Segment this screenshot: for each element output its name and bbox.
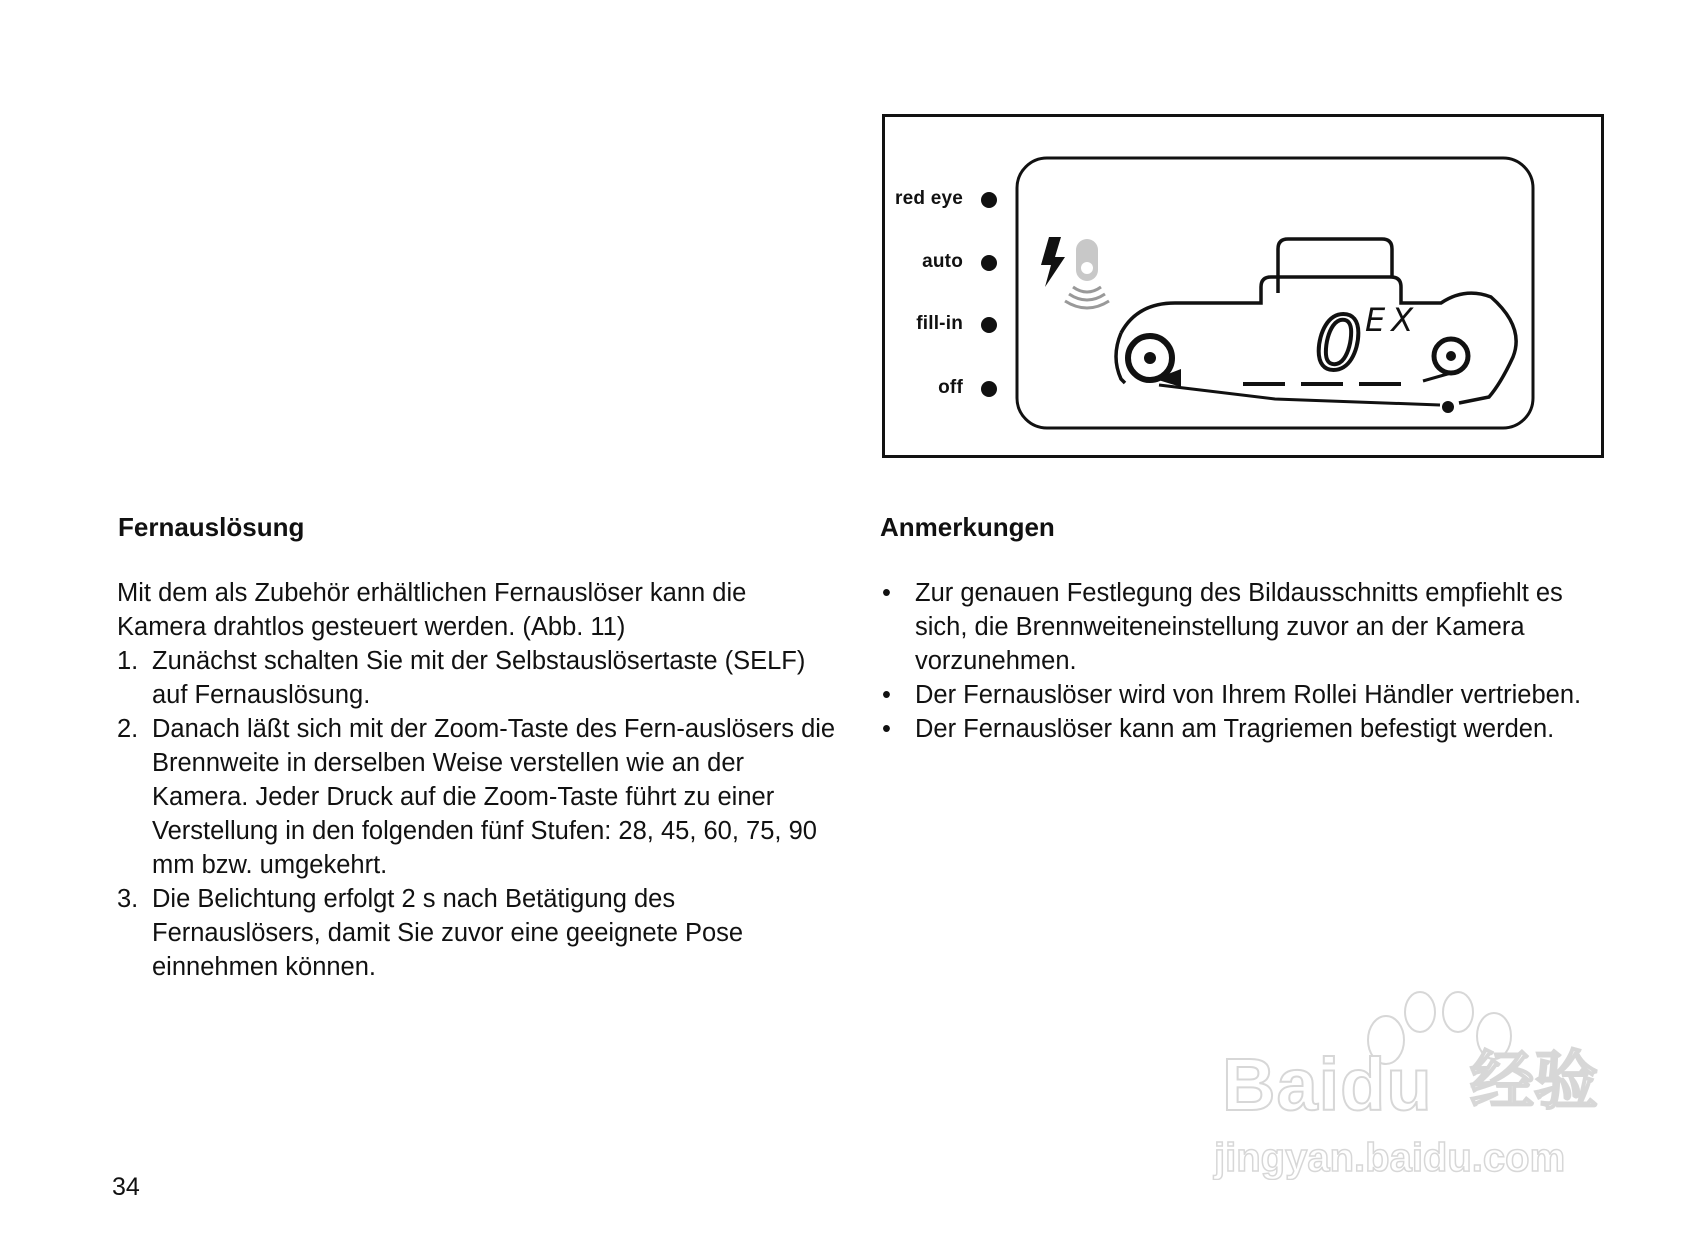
list-item-text: Zunächst schalten Sie mit der Selbstauslösertaste (SELF) auf Fernauslösung.: [152, 647, 806, 709]
film-takeup-line: [1423, 373, 1451, 381]
list-item: [880, 678, 1620, 712]
bullet-marker: •: [882, 579, 891, 607]
section-heading-remote-release: Fernauslösung: [118, 512, 305, 542]
film-spool-left-icon: [1128, 336, 1181, 387]
list-item: [880, 712, 1620, 746]
flash-mode-label-fill-in: fill-in: [916, 313, 963, 334]
watermark-cn-text: 经验: [1470, 1045, 1598, 1119]
watermark-main-text: Baidu: [1222, 1043, 1433, 1126]
flash-mode-dot-off: [981, 381, 997, 397]
bullet-marker: •: [882, 715, 891, 743]
page-number: 34: [112, 1173, 140, 1201]
exposure-counter-digit: 0: [1315, 301, 1363, 387]
intro-paragraph: Mit dem als Zubehör erhältlichen Fernauslöser kann die Kamera drahtlos gesteuert werden. (Abb. 11): [117, 579, 747, 641]
film-end-dot: [1442, 401, 1454, 413]
flash-mode-dot-fill-in: [981, 317, 997, 333]
list-item: [880, 576, 1620, 678]
film-path-line: [1159, 385, 1440, 405]
flash-mode-label-off: off: [938, 377, 963, 398]
list-marker: 2.: [117, 715, 139, 743]
list-item: [117, 882, 837, 984]
lcd-panel-drawing: [885, 117, 1601, 455]
list-item-text: Danach läßt sich mit der Zoom-Taste des Fern-auslösers die Brennweite in derselben Weise verstellen wie an der Kamera. Jeder Druck auf die Zoom-Taste führt zu einer Verstellung in den folgenden fünf Stufen: 28, 45, 60, 75, 90 mm bzw. umgekehrt.: [152, 715, 836, 879]
steps-list: [117, 644, 837, 984]
list-item: [117, 644, 837, 712]
notes-list: [880, 576, 1620, 746]
list-item-text: Der Fernauslöser wird von Ihrem Rollei Händler vertrieben.: [915, 681, 1582, 709]
list-item-text: Die Belichtung erfolgt 2 s nach Betätigung des Fernauslösers, damit Sie zuvor eine geeignete Pose einnehmen können.: [152, 885, 744, 981]
list-item-text: Zur genauen Festlegung des Bildausschnitts empfiehlt es sich, die Brennweiteneinstellung zuvor an der Kamera vorzunehmen.: [915, 579, 1563, 675]
lcd-screen-outline: [1017, 158, 1533, 428]
bullet-marker: •: [882, 681, 891, 709]
film-spool-right-icon: [1434, 339, 1468, 373]
camera-body-outline: [1278, 239, 1392, 293]
list-item: [117, 712, 837, 882]
lcd-panel-figure: [882, 114, 1604, 458]
watermark-url-text: jingyan.baidu.com: [1214, 1136, 1566, 1180]
remote-signal-icon: [1065, 239, 1109, 308]
watermark-logo: [1210, 990, 1630, 1190]
flash-mode-dot-red-eye: [981, 192, 997, 208]
list-item-text: Der Fernauslöser kann am Tragriemen befestigt werden.: [915, 715, 1555, 743]
flash-mode-label-auto: auto: [922, 251, 963, 272]
list-marker: 1.: [117, 647, 139, 675]
camera-left-edge: [1116, 333, 1125, 383]
flash-mode-label-red-eye: red eye: [895, 188, 963, 209]
flash-icon: [1041, 237, 1065, 287]
flash-mode-dot-auto: [981, 255, 997, 271]
exposure-counter-suffix: EX: [1365, 301, 1420, 339]
section-heading-notes: Anmerkungen: [880, 512, 1055, 542]
list-marker: 3.: [117, 885, 139, 913]
